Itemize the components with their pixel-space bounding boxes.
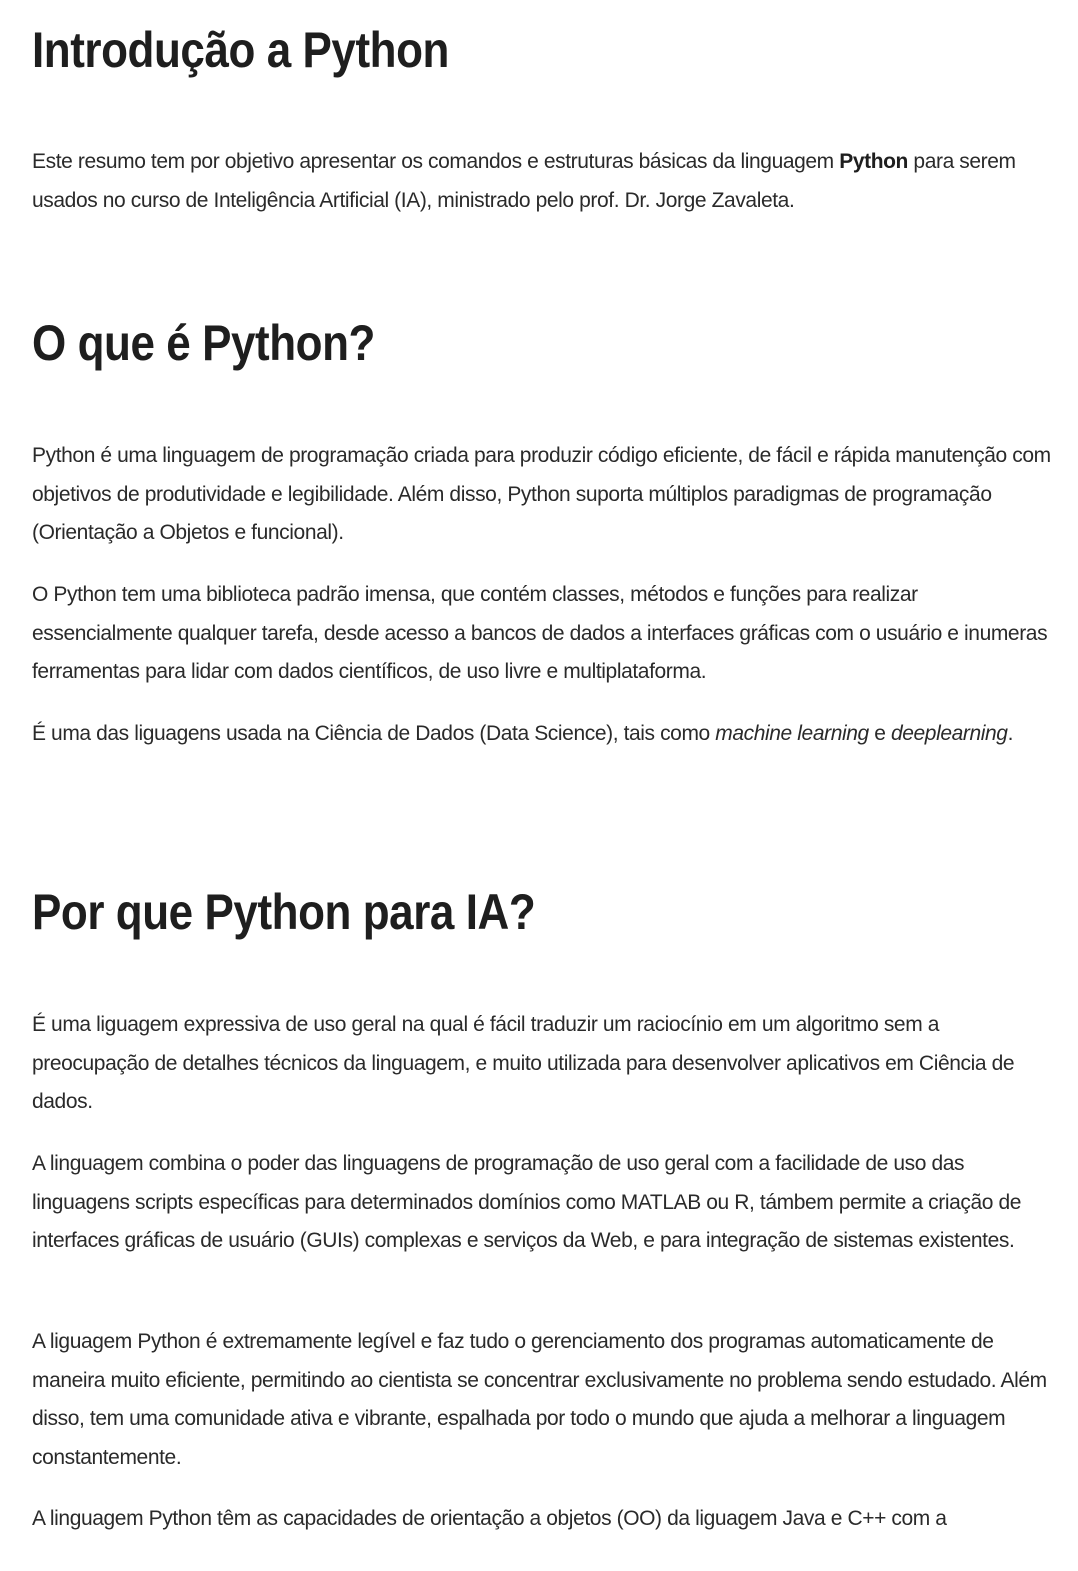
paragraph-why-2: A linguagem combina o poder das linguagens de programação de uso geral com a facilidade de uso das linguagens scripts específicas para determinados domínios como MATLAB ou R, támbem permite a criação de interfaces gráficas de usuário (GUIs) complexas e serviços da Web, e para integração de sistemas existentes. bbox=[32, 1152, 1022, 1252]
intro-bold-python: Python bbox=[839, 150, 908, 173]
intro-text-end: para serem usados no curso de Inteligência Artificial (IA), ministrado pelo prof. Dr. Jorge Zavaleta. bbox=[32, 150, 1016, 212]
paragraph-what-3 bbox=[32, 715, 1013, 754]
what-3-text-start: É uma das liguagens usada na Ciência de Dados (Data Science), tais como bbox=[32, 722, 716, 745]
italic-deeplearning: deeplearning bbox=[890, 722, 1008, 745]
italic-machine-learning: machine learning bbox=[715, 722, 869, 745]
paragraph-why-4: A linguagem Python têm as capacidades de orientação a objetos (OO) da liguagem Java e C++ com a bbox=[32, 1507, 947, 1530]
heading-por-que-python-para-ia: Por que Python para IA? bbox=[32, 884, 536, 940]
paragraph-why-1: É uma liguagem expressiva de uso geral na qual é fácil traduzir um raciocínio em um algoritmo sem a preocupação de detalhes técnicos da linguagem, e muito utilizada para desenvolver aplicativos em Ciência de dados. bbox=[32, 1013, 1015, 1113]
paragraph-intro bbox=[32, 143, 1052, 220]
what-3-text-end: . bbox=[1007, 722, 1014, 745]
paragraph-why-3: A liguagem Python é extremamente legível e faz tudo o gerenciamento dos programas automaticamente de maneira muito eficiente, permitindo ao cientista se concentrar exclusivamente no problema sendo estudado. Além disso, tem uma comunidade ativa e vibrante, espalhada por todo o mundo que ajuda a melhorar a linguagem constantemente. bbox=[32, 1330, 1047, 1469]
what-3-text-mid: e bbox=[868, 722, 891, 745]
heading-introducao: Introdução a Python bbox=[32, 22, 449, 78]
intro-text-start: Este resumo tem por objetivo apresentar os comandos e estruturas básicas da linguagem bbox=[32, 150, 840, 173]
paragraph-what-1: Python é uma linguagem de programação criada para produzir código eficiente, de fácil e rápida manutenção com objetivos de produtividade e legibilidade. Além disso, Python suporta múltiplos paradigmas de programação (Orientação a Objetos e funcional). bbox=[32, 444, 1051, 544]
paragraph-what-2: O Python tem uma biblioteca padrão imensa, que contém classes, métodos e funções para realizar essencialmente qualquer tarefa, desde acesso a bancos de dados a interfaces gráficas com o usuário e inumeras ferramentas para lidar com dados científicos, de uso livre e multiplataforma. bbox=[32, 583, 1048, 683]
heading-o-que-e-python: O que é Python? bbox=[32, 315, 375, 371]
